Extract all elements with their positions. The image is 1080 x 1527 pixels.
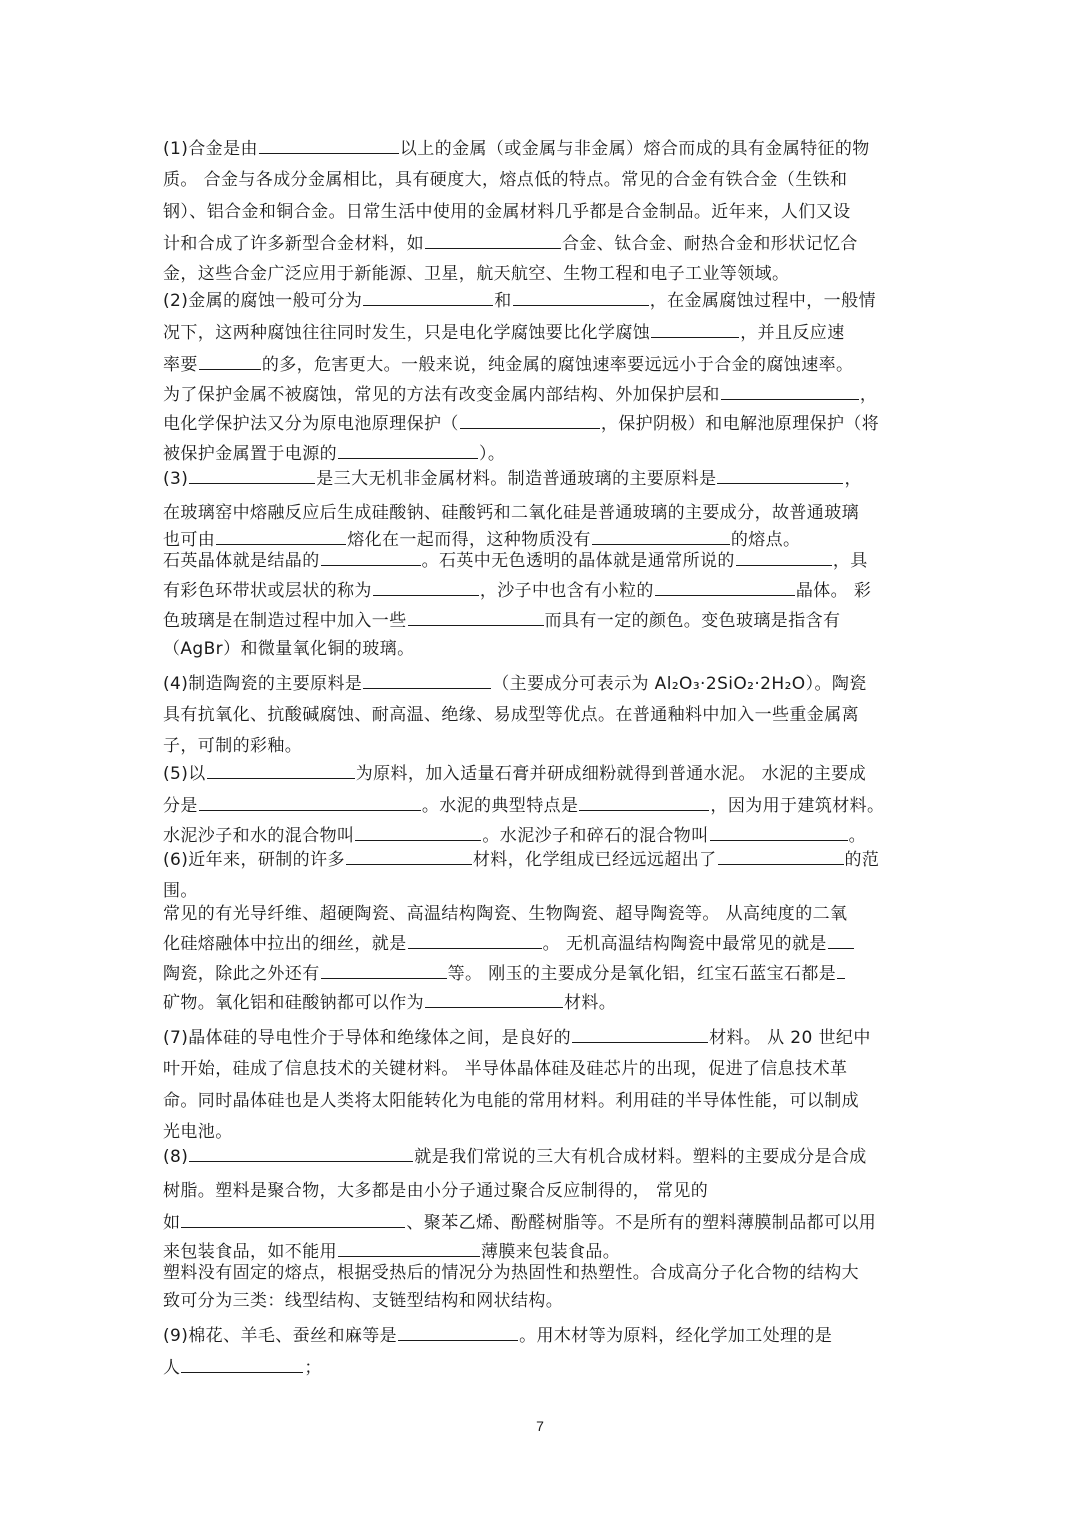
paragraph-line: 被保护金属置于电源的 ）。 xyxy=(163,444,506,464)
paragraph-line: 树脂。塑料是聚合物，大多都是由小分子通过聚合反应制得的， 常见的 xyxy=(163,1181,709,1201)
fill-blank[interactable] xyxy=(338,442,478,459)
fill-blank[interactable] xyxy=(346,848,472,865)
paragraph-line: 矿物。氧化铝和硅酸钠都可以作为 材料。 xyxy=(163,993,617,1013)
paragraph-line: 子，可制的彩釉。 xyxy=(163,736,303,756)
paragraph-line: 光电池。 xyxy=(163,1122,233,1142)
paragraph-line: 也可由 熔化在一起而得，这种物质没有 的熔点。 xyxy=(163,530,801,550)
fill-blank[interactable] xyxy=(718,848,844,865)
paragraph-line: 如 、聚苯乙烯、酚醛树脂等。不是所有的塑料薄膜制品都可以用 xyxy=(163,1213,877,1233)
fill-blank[interactable] xyxy=(572,1026,708,1043)
fill-blank[interactable] xyxy=(216,528,346,545)
paragraph-line: 钢）、铝合金和铜合金。日常生活中使用的金属材料几乎都是合金制品。近年来，人们又设 xyxy=(163,202,851,222)
paragraph-line: 围。 xyxy=(163,881,198,901)
paragraph-line: 分是 。水泥的典型特点是 ，因为用于建筑材料。 xyxy=(163,796,885,816)
paragraph-line: 水泥沙子和水的混合物叫 。水泥沙子和碎石的混合物叫 。 xyxy=(163,826,867,846)
paragraph-line: 在玻璃窑中熔融反应后生成硅酸钠、硅酸钙和二氧化硅是普通玻璃的主要成分，故普通玻璃 xyxy=(163,503,859,523)
fill-blank[interactable] xyxy=(651,321,739,338)
paragraph-line: 为了保护金属不被腐蚀，常见的方法有改变金属内部结构、外加保护层和 ， xyxy=(163,385,878,405)
fill-blank[interactable] xyxy=(721,383,859,400)
fill-blank[interactable] xyxy=(207,762,355,779)
fill-blank[interactable] xyxy=(363,672,491,689)
paragraph-line: 色玻璃是在制造过程中加入一些 而具有一定的颜色。变色玻璃是指含有 xyxy=(163,611,841,631)
fill-blank[interactable] xyxy=(181,1356,303,1373)
paragraph-line: (6)近年来，研制的许多 材料，化学组成已经远远超出了 的范 xyxy=(163,850,880,870)
fill-blank[interactable] xyxy=(460,412,600,429)
paragraph-line: 化硅熔融体中拉出的细丝，就是 。 无机高温结构陶瓷中最常见的就是 xyxy=(163,932,855,955)
fill-blank[interactable] xyxy=(408,609,544,626)
fill-blank[interactable] xyxy=(321,962,447,979)
paragraph-line: 来包装食品，如不能用 薄膜来包装食品。 xyxy=(163,1242,621,1262)
paragraph-line: (5)以 为原料，加入适量石膏并研成细粉就得到普通水泥。 水泥的主要成 xyxy=(163,764,867,784)
paragraph-line: 有彩色环带状或层状的称为 ，沙子中也含有小粒的 晶体。 彩 xyxy=(163,581,872,601)
paragraph-line: 致可分为三类：线型结构、支链型结构和网状结构。 xyxy=(163,1291,564,1311)
fill-blank[interactable] xyxy=(189,1145,413,1162)
fill-blank[interactable] xyxy=(259,137,399,154)
paragraph-line: （AgBr）和微量氧化铜的玻璃。 xyxy=(163,639,415,659)
fill-blank[interactable] xyxy=(355,824,481,841)
fill-blank[interactable] xyxy=(408,932,542,949)
fill-blank[interactable] xyxy=(579,794,709,811)
paragraph-line: 金，这些合金广泛应用于新能源、卫星，航天航空、生物工程和电子工业等领域。 xyxy=(163,264,790,284)
paragraph-line: (4)制造陶瓷的主要原料是 （主要成分可表示为 Al₂O₃·2SiO₂·2H₂O）。陶瓷 xyxy=(163,674,867,694)
paragraph-line: 命。同时晶体硅也是人类将太阳能转化为电能的常用材料。利用硅的半导体性能，可以制成 xyxy=(163,1091,859,1111)
fill-blank[interactable] xyxy=(655,579,795,596)
fill-blank[interactable] xyxy=(828,932,854,949)
paragraph-line: (1)合金是由 以上的金属（或金属与非金属）熔合而成的具有金属特征的物 xyxy=(163,139,870,159)
paragraph-line: 人 ； xyxy=(163,1358,322,1378)
paragraph-line: 常见的有光导纤维、超硬陶瓷、高温结构陶瓷、生物陶瓷、超导陶瓷等。 从高纯度的二氧 xyxy=(163,904,848,924)
paragraph-line: 叶开始，硅成了信息技术的关键材料。 半导体晶体硅及硅芯片的出现，促进了信息技术革 xyxy=(163,1059,848,1079)
fill-blank[interactable] xyxy=(513,289,649,306)
paragraph-line: 陶瓷，除此之外还有 等。 刚玉的主要成分是氧化铝，红宝石蓝宝石都是 xyxy=(163,962,846,985)
fill-blank[interactable] xyxy=(321,549,421,566)
fill-blank[interactable] xyxy=(373,579,479,596)
fill-blank[interactable] xyxy=(338,1240,480,1257)
page-number: 7 xyxy=(536,1418,544,1434)
paragraph-line: 石英晶体就是结晶的 。石英中无色透明的晶体就是通常所说的 ，具 xyxy=(163,551,868,571)
paragraph-line: (8) 就是我们常说的三大有机合成材料。塑料的主要成分是合成 xyxy=(163,1147,867,1167)
fill-blank[interactable] xyxy=(717,467,843,484)
paragraph-line: 况下，这两种腐蚀往往同时发生，只是电化学腐蚀要比化学腐蚀 ，并且反应速 xyxy=(163,323,845,343)
paragraph-line: 塑料没有固定的熔点，根据受热后的情况分为热固性和热塑性。合成高分子化合物的结构大 xyxy=(163,1263,859,1283)
fill-blank[interactable] xyxy=(189,467,315,484)
paragraph-line: 计和合成了许多新型合金材料，如 合金、钛合金、耐热合金和形状记忆合 xyxy=(163,234,858,254)
fill-blank[interactable] xyxy=(199,794,421,811)
paragraph-line: 率要 的多，危害更大。一般来说，纯金属的腐蚀速率要远远小于合金的腐蚀速率。 xyxy=(163,355,854,375)
fill-blank[interactable] xyxy=(425,232,561,249)
fill-blank[interactable] xyxy=(710,824,848,841)
fill-blank[interactable] xyxy=(363,289,493,306)
paragraph-line: (7)晶体硅的导电性介于导体和绝缘体之间，是良好的 材料。 从 20 世纪中 xyxy=(163,1028,871,1048)
paragraph-line: (3) 是三大无机非金属材料。制造普通玻璃的主要原料是 ， xyxy=(163,469,862,489)
paragraph-line: (2)金属的腐蚀一般可分为 和 ，在金属腐蚀过程中，一般情 xyxy=(163,291,876,311)
fill-blank[interactable] xyxy=(837,962,845,979)
fill-blank[interactable] xyxy=(736,549,832,566)
fill-blank[interactable] xyxy=(425,991,563,1008)
fill-blank[interactable] xyxy=(181,1211,405,1228)
fill-blank[interactable] xyxy=(199,353,261,370)
paragraph-line: (9)棉花、羊毛、蚕丝和麻等是 。用木材等为原料，经化学加工处理的是 xyxy=(163,1326,833,1346)
paragraph-line: 电化学保护法又分为原电池原理保护（ ，保护阴极）和电解池原理保护（将 xyxy=(163,414,880,434)
paragraph-line: 具有抗氧化、抗酸碱腐蚀、耐高温、绝缘、易成型等优点。在普通釉料中加入一些重金属离 xyxy=(163,705,859,725)
paragraph-line: 质。 合金与各成分金属相比，具有硬度大，熔点低的特点。常见的合金有铁合金（生铁和 xyxy=(163,170,848,190)
fill-blank[interactable] xyxy=(398,1324,518,1341)
fill-blank[interactable] xyxy=(592,528,730,545)
